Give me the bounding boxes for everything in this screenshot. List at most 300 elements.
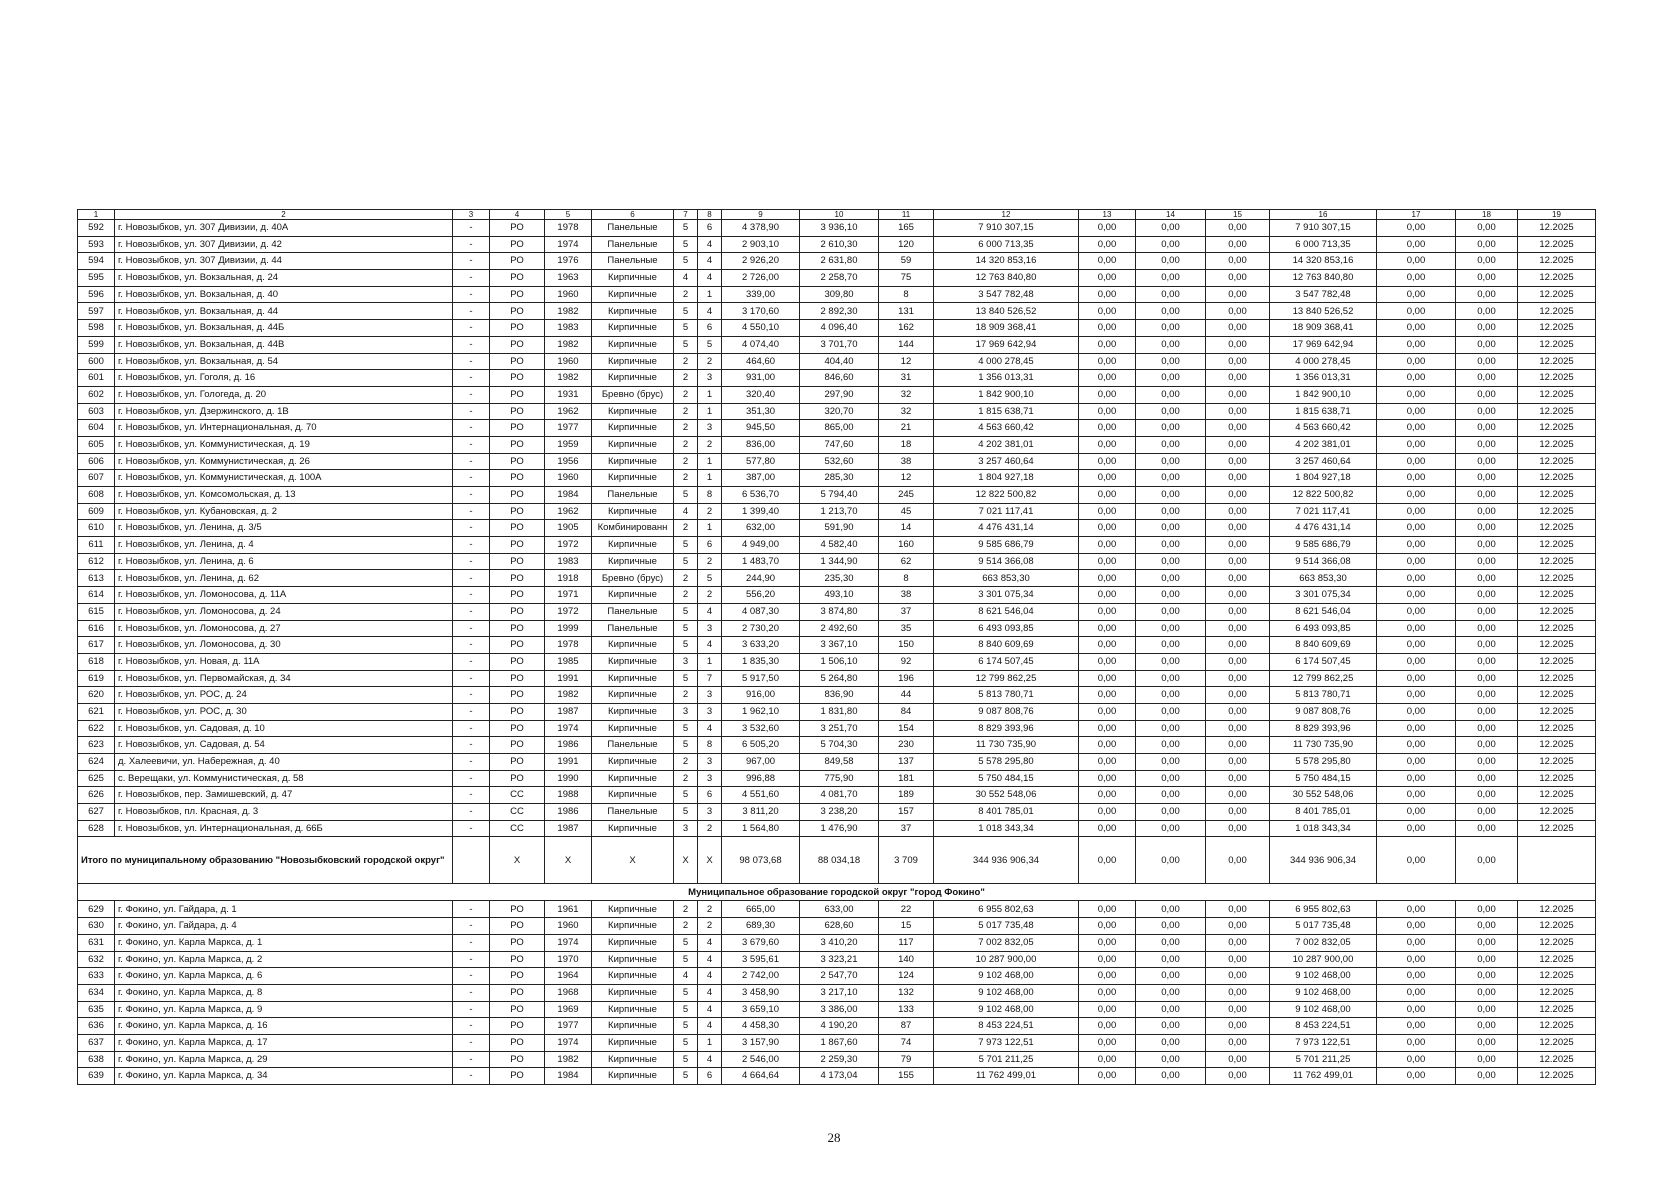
address-cell: г. Новозыбков, ул. Вокзальная, д. 40 [115,286,453,303]
table-row [78,336,1596,353]
table-cell: Кирпичные [592,951,674,968]
table-cell: 0,00 [1136,820,1206,837]
table-cell: Кирпичные [592,703,674,720]
table-cell: 613 [78,570,115,587]
table-cell: 2 [674,403,698,420]
address-cell: г. Новозыбков, ул. Ленина, д. 4 [115,537,453,554]
table-cell: 0,00 [1136,984,1206,1001]
table-cell: 0,00 [1377,934,1456,951]
table-cell: 611 [78,537,115,554]
table-cell: 0,00 [1377,587,1456,604]
table-cell: 0,00 [1079,770,1136,787]
table-cell: 0,00 [1079,737,1136,754]
table-cell: 1962 [545,403,592,420]
table-cell: 0,00 [1377,220,1456,237]
table-cell: - [453,918,490,935]
table-cell: 3 301 075,34 [1270,587,1377,604]
table-cell: 1 835,30 [722,653,800,670]
table-cell: 1982 [545,336,592,353]
table-cell: 1982 [545,370,592,387]
address-cell: г. Новозыбков, ул. Коммунистическая, д. 100А [115,470,453,487]
table-cell: 0,00 [1206,670,1270,687]
table-cell: - [453,520,490,537]
table-cell: 0,00 [1136,1001,1206,1018]
table-cell: 12.2025 [1518,1051,1596,1068]
table-cell: 0,00 [1456,370,1518,387]
table-row [78,603,1596,620]
column-number-cell: 5 [545,210,592,220]
table-cell: - [453,1018,490,1035]
table-cell: 12.2025 [1518,1068,1596,1085]
column-number-cell: 19 [1518,210,1596,220]
table-cell: 8 621 546,04 [1270,603,1377,620]
table-cell: РО [490,918,545,935]
table-cell: 38 [879,587,934,604]
table-cell: 12.2025 [1518,984,1596,1001]
table-cell: 2 [674,286,698,303]
table-row [78,303,1596,320]
table-cell: 9 102 468,00 [934,984,1079,1001]
table-cell: РО [490,303,545,320]
table-cell: 0,00 [1136,537,1206,554]
table-cell: 4 [698,934,722,951]
table-cell: 967,00 [722,754,800,771]
table-cell: 464,60 [722,353,800,370]
table-cell: 3 [698,754,722,771]
table-row [78,503,1596,520]
table-cell: 17 969 642,94 [1270,336,1377,353]
table-cell: 3 [674,653,698,670]
table-cell: 2 [674,436,698,453]
address-cell: г. Новозыбков, ул. Вокзальная, д. 54 [115,353,453,370]
table-cell: 1918 [545,570,592,587]
table-cell: 9 102 468,00 [1270,984,1377,1001]
table-cell: 1 962,10 [722,703,800,720]
table-cell: 1969 [545,1001,592,1018]
address-cell: г. Новозыбков, ул. Ломоносова, д. 27 [115,620,453,637]
table-cell: 630 [78,918,115,935]
table-cell: РО [490,1034,545,1051]
table-cell: 0,00 [1079,1068,1136,1085]
table-cell: 12.2025 [1518,253,1596,270]
table-cell: 0,00 [1377,653,1456,670]
table-cell: Кирпичные [592,320,674,337]
table-row [78,537,1596,554]
table-cell: 0,00 [1456,737,1518,754]
table-cell: 1 506,10 [800,653,879,670]
table-cell: 0,00 [1456,720,1518,737]
table-cell: - [453,720,490,737]
table-cell: 0,00 [1206,470,1270,487]
total-cell: 0,00 [1377,837,1456,884]
table-cell: 637 [78,1034,115,1051]
table-cell: 3 458,90 [722,984,800,1001]
table-cell: 0,00 [1206,436,1270,453]
table-cell: 6 536,70 [722,487,800,504]
table-cell: РО [490,934,545,951]
table-cell: 5 578 295,80 [934,754,1079,771]
table-cell: 1974 [545,236,592,253]
table-cell: 8 [698,487,722,504]
table-cell: 0,00 [1377,703,1456,720]
table-cell: 12.2025 [1518,570,1596,587]
table-cell: 0,00 [1456,487,1518,504]
table-cell: 593 [78,236,115,253]
table-cell: РО [490,687,545,704]
total-cell: 344 936 906,34 [934,837,1079,884]
table-cell: 0,00 [1206,1001,1270,1018]
table-cell: 3 [698,370,722,387]
table-cell: 74 [879,1034,934,1051]
table-cell: 3 170,60 [722,303,800,320]
table-cell: 137 [879,754,934,771]
table-cell: 0,00 [1377,720,1456,737]
table-cell: 4 000 278,45 [1270,353,1377,370]
table-cell: 0,00 [1206,984,1270,1001]
table-cell: 606 [78,453,115,470]
table-cell: 6 [698,787,722,804]
table-cell: 0,00 [1136,353,1206,370]
table-cell: - [453,253,490,270]
table-cell: 30 552 548,06 [934,787,1079,804]
table-cell: 2 [674,570,698,587]
table-cell: РО [490,286,545,303]
table-cell: 11 762 499,01 [1270,1068,1377,1085]
address-cell: г. Новозыбков, ул. РОС, д. 24 [115,687,453,704]
table-cell: 0,00 [1079,570,1136,587]
table-cell: 5 [674,620,698,637]
table-cell: 0,00 [1206,918,1270,935]
total-cell: X [545,837,592,884]
table-cell: 0,00 [1206,537,1270,554]
table-cell: 2 [674,370,698,387]
table-cell: 0,00 [1136,403,1206,420]
table-cell: 0,00 [1079,220,1136,237]
table-cell: 1 483,70 [722,553,800,570]
table-cell: 1978 [545,637,592,654]
total-cell: 0,00 [1079,837,1136,884]
table-cell: 775,90 [800,770,879,787]
table-cell: 0,00 [1456,918,1518,935]
table-cell: 0,00 [1456,637,1518,654]
table-cell: 0,00 [1456,703,1518,720]
table-cell: 5 [674,1051,698,1068]
table-cell: 4 563 660,42 [934,420,1079,437]
table-cell: 0,00 [1377,286,1456,303]
table-cell: 7 021 117,41 [934,503,1079,520]
table-cell: РО [490,653,545,670]
table-cell: 0,00 [1456,220,1518,237]
table-cell: 0,00 [1456,503,1518,520]
table-cell: 3 [698,804,722,821]
table-cell: 0,00 [1206,934,1270,951]
table-cell: 0,00 [1136,737,1206,754]
table-cell: 3 257 460,64 [934,453,1079,470]
address-cell: г. Новозыбков, ул. 307 Дивизии, д. 44 [115,253,453,270]
table-cell: 639 [78,1068,115,1085]
table-cell: 2 [698,353,722,370]
table-cell: 622 [78,720,115,737]
table-row [78,720,1596,737]
table-cell: 12.2025 [1518,804,1596,821]
table-row [78,637,1596,654]
table-cell: 9 087 808,76 [1270,703,1377,720]
table-cell: Кирпичные [592,1034,674,1051]
table-cell: 4 [698,720,722,737]
table-cell: Панельные [592,487,674,504]
table-cell: 0,00 [1456,1051,1518,1068]
address-cell: г. Новозыбков, ул. Дзержинского, д. 1В [115,403,453,420]
table-cell: 0,00 [1377,370,1456,387]
table-cell: 1970 [545,951,592,968]
table-cell: 0,00 [1079,386,1136,403]
table-cell: 4 202 381,01 [934,436,1079,453]
table-cell: - [453,370,490,387]
table-cell: 387,00 [722,470,800,487]
table-cell: 629 [78,901,115,918]
table-cell: 3 217,10 [800,984,879,1001]
table-cell: 0,00 [1456,820,1518,837]
table-cell: 2 631,80 [800,253,879,270]
table-cell: 13 840 526,52 [934,303,1079,320]
table-cell: 5 794,40 [800,487,879,504]
column-number-cell: 1 [78,210,115,220]
table-cell: 38 [879,453,934,470]
address-cell: г. Новозыбков, ул. 307 Дивизии, д. 42 [115,236,453,253]
table-cell: 0,00 [1377,537,1456,554]
table-cell: 632 [78,951,115,968]
address-cell: г. Новозыбков, ул. Садовая, д. 54 [115,737,453,754]
table-cell: 5 [674,553,698,570]
table-cell: 7 002 832,05 [934,934,1079,951]
table-cell: 0,00 [1079,503,1136,520]
table-cell: 1990 [545,770,592,787]
table-cell: 0,00 [1206,386,1270,403]
table-cell: 0,00 [1377,737,1456,754]
table-cell: 32 [879,386,934,403]
table-cell: - [453,420,490,437]
table-cell: 0,00 [1206,603,1270,620]
table-cell: РО [490,420,545,437]
table-cell: 0,00 [1377,1018,1456,1035]
total-cell: X [490,837,545,884]
table-cell: 8 840 609,69 [1270,637,1377,654]
table-cell: 8 401 785,01 [1270,804,1377,821]
table-cell: 12.2025 [1518,934,1596,951]
table-cell: 4 096,40 [800,320,879,337]
table-cell: РО [490,620,545,637]
table-cell: 4 173,04 [800,1068,879,1085]
address-cell: г. Новозыбков, ул. Ленина, д. 6 [115,553,453,570]
table-cell: 12 799 862,25 [1270,670,1377,687]
table-cell: 0,00 [1136,770,1206,787]
table-cell: 1 [698,286,722,303]
table-cell: 2 546,00 [722,1051,800,1068]
address-cell: г. Фокино, ул. Карла Маркса, д. 29 [115,1051,453,1068]
table-cell: 0,00 [1136,336,1206,353]
table-cell: 4 [698,637,722,654]
table-cell: 0,00 [1377,253,1456,270]
table-cell: 614 [78,587,115,604]
table-cell: 1984 [545,487,592,504]
table-cell: 0,00 [1377,553,1456,570]
table-cell: 608 [78,487,115,504]
table-cell: 0,00 [1079,236,1136,253]
table-cell: РО [490,537,545,554]
table-cell: 160 [879,537,934,554]
table-cell: 5 [674,1034,698,1051]
table-cell: Кирпичные [592,820,674,837]
address-cell: г. Новозыбков, ул. Вокзальная, д. 44В [115,336,453,353]
table-cell: 0,00 [1377,520,1456,537]
table-cell: - [453,620,490,637]
table-cell: 12.2025 [1518,436,1596,453]
table-cell: РО [490,503,545,520]
table-cell: 0,00 [1456,537,1518,554]
table-cell: 0,00 [1456,436,1518,453]
table-cell: 0,00 [1377,336,1456,353]
table-row [78,253,1596,270]
table-cell: 0,00 [1136,286,1206,303]
table-cell: 4 563 660,42 [1270,420,1377,437]
table-cell: 0,00 [1136,934,1206,951]
table-cell: 865,00 [800,420,879,437]
table-cell: 2 [674,754,698,771]
column-number-cell: 6 [592,210,674,220]
table-cell: 4 550,10 [722,320,800,337]
column-number-cell: 9 [722,210,800,220]
table-cell: 0,00 [1377,353,1456,370]
table-cell: 3 238,20 [800,804,879,821]
table-cell: 12 799 862,25 [934,670,1079,687]
table-cell: - [453,1051,490,1068]
table-cell: 12.2025 [1518,470,1596,487]
table-cell: 4 [674,968,698,985]
table-cell: 196 [879,670,934,687]
table-cell: 0,00 [1206,754,1270,771]
table-cell: 931,00 [722,370,800,387]
table-cell: 0,00 [1206,270,1270,287]
table-cell: Кирпичные [592,353,674,370]
table-cell: 603 [78,403,115,420]
table-row [78,1001,1596,1018]
table-cell: 0,00 [1206,403,1270,420]
table-cell: 609 [78,503,115,520]
address-cell: г. Новозыбков, ул. Интернациональная, д. 70 [115,420,453,437]
table-cell: Кирпичные [592,968,674,985]
table-cell: 0,00 [1079,587,1136,604]
table-row [78,653,1596,670]
table-cell: 0,00 [1079,703,1136,720]
table-cell: 7 910 307,15 [934,220,1079,237]
table-cell: 9 585 686,79 [1270,537,1377,554]
table-cell: 3 547 782,48 [934,286,1079,303]
table-cell: 0,00 [1079,901,1136,918]
table-cell: 8 840 609,69 [934,637,1079,654]
table-cell: РО [490,968,545,985]
table-cell: Панельные [592,603,674,620]
table-cell: 351,30 [722,403,800,420]
table-cell: 12.2025 [1518,620,1596,637]
table-cell: 9 102 468,00 [934,968,1079,985]
table-cell: 404,40 [800,353,879,370]
table-cell: 4 [698,303,722,320]
table-cell: 3 257 460,64 [1270,453,1377,470]
table-cell: 1999 [545,620,592,637]
table-cell: 0,00 [1377,436,1456,453]
table-cell: - [453,1034,490,1051]
table-cell: Кирпичные [592,553,674,570]
table-cell: 0,00 [1079,520,1136,537]
table-cell: 0,00 [1206,653,1270,670]
table-cell: 1905 [545,520,592,537]
table-row [78,220,1596,237]
table-cell: - [453,901,490,918]
total-cell: X [698,837,722,884]
table-cell: 0,00 [1206,951,1270,968]
table-cell: 689,30 [722,918,800,935]
table-cell: 0,00 [1079,804,1136,821]
table-cell: Панельные [592,253,674,270]
table-cell: 8 [879,570,934,587]
table-cell: 0,00 [1377,236,1456,253]
table-cell: 5 [674,603,698,620]
table-cell: 62 [879,553,934,570]
table-cell: 0,00 [1206,770,1270,787]
table-row [78,901,1596,918]
table-cell: 5 [674,1068,698,1085]
table-cell: 0,00 [1206,570,1270,587]
table-cell: 2 730,20 [722,620,800,637]
table-cell: 2 492,60 [800,620,879,637]
table-cell: - [453,984,490,1001]
table-cell: 0,00 [1079,984,1136,1001]
table-cell: 0,00 [1456,353,1518,370]
address-cell: г. Новозыбков, ул. РОС, д. 30 [115,703,453,720]
table-cell: 5 [674,253,698,270]
table-cell: РО [490,770,545,787]
table-cell: 0,00 [1206,1018,1270,1035]
table-cell: 631 [78,934,115,951]
table-cell: 4 [674,270,698,287]
table-cell: 1962 [545,503,592,520]
address-cell: г. Новозыбков, ул. Комсомольская, д. 13 [115,487,453,504]
table-cell: 12.2025 [1518,220,1596,237]
table-cell: 0,00 [1206,587,1270,604]
table-cell: 604 [78,420,115,437]
table-cell: 0,00 [1377,386,1456,403]
table-cell: 1 [698,653,722,670]
table-cell: 1982 [545,303,592,320]
table-cell: 6 955 802,63 [934,901,1079,918]
table-row [78,553,1596,570]
table-cell: 3 323,21 [800,951,879,968]
table-cell: РО [490,320,545,337]
table-cell: 12.2025 [1518,951,1596,968]
table-cell: 45 [879,503,934,520]
table-cell: 0,00 [1456,603,1518,620]
page-number: 28 [827,1130,841,1145]
table-cell: 244,90 [722,570,800,587]
table-cell: 5 [674,670,698,687]
table-cell: 556,20 [722,587,800,604]
table-cell: РО [490,984,545,1001]
table-cell: Кирпичные [592,403,674,420]
table-cell: 0,00 [1377,951,1456,968]
table-cell: 157 [879,804,934,821]
table-cell: 44 [879,687,934,704]
table-cell: Кирпичные [592,286,674,303]
